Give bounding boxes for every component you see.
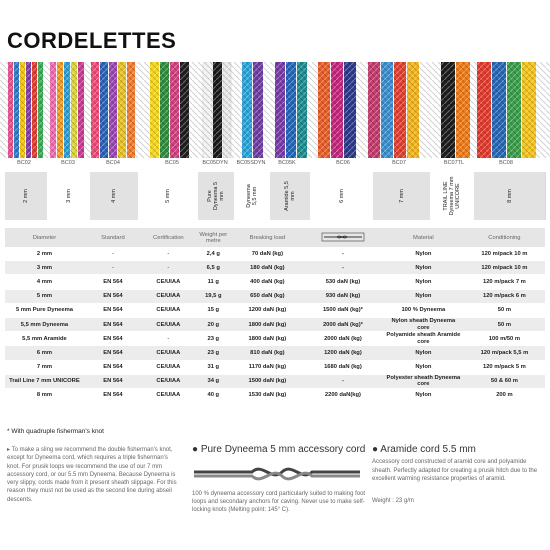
col-breaking-load: Breaking load bbox=[232, 228, 303, 247]
cell-diameter: 8 mm bbox=[5, 388, 84, 402]
table-row bbox=[5, 275, 545, 289]
diameter-cell bbox=[5, 172, 48, 220]
diameter-label: TRAIL LINE Dyneema 7 mm UNICORE bbox=[443, 176, 461, 216]
cell-knotted-load: 530 daN (kg) bbox=[303, 275, 383, 289]
col-conditioning: Conditioning bbox=[464, 228, 545, 247]
cell-breaking-load: 1800 daN (kg) bbox=[232, 332, 303, 346]
cell-material: Nylon bbox=[383, 388, 464, 402]
cell-diameter: 2 mm bbox=[5, 247, 84, 261]
spec-table bbox=[5, 228, 545, 403]
cell-conditioning: 50 & 60 m bbox=[464, 374, 545, 388]
info-column-pure-dyneema bbox=[192, 446, 367, 514]
cell-material: Nylon bbox=[383, 346, 464, 360]
cell-knotted-load: 2200 daN(kg) bbox=[303, 388, 383, 402]
spec-header-row bbox=[5, 228, 545, 247]
cell-breaking-load: 400 daN (kg) bbox=[232, 275, 303, 289]
cell-conditioning: 120 m/pack 6 m bbox=[464, 289, 545, 303]
cell-conditioning: 120 m/pack 10 m bbox=[464, 261, 545, 275]
cell-breaking-load: 810 daN (kg) bbox=[232, 346, 303, 360]
cell-weight: 23 g bbox=[195, 332, 232, 346]
diameter-cell bbox=[138, 172, 199, 220]
cell-material: Nylon bbox=[383, 360, 464, 374]
cell-material: Polyamide sheath Aramide core bbox=[383, 332, 464, 346]
footnote: * With quadruple fisherman's knot bbox=[7, 428, 104, 435]
cell-conditioning: 200 m bbox=[464, 388, 545, 402]
cell-knotted-load: 2000 daN (kg) bbox=[303, 332, 383, 346]
cell-breaking-load: 1530 daN (kg) bbox=[232, 388, 303, 402]
rope-code: BC07 bbox=[392, 160, 406, 166]
diameter-strip bbox=[0, 172, 550, 220]
cell-certification: CE/UIAA bbox=[142, 289, 195, 303]
cell-certification: - bbox=[142, 247, 195, 261]
diameter-label: 5 mm bbox=[165, 189, 171, 203]
cell-certification: CE/UIAA bbox=[142, 275, 195, 289]
table-row bbox=[5, 374, 545, 388]
table-row bbox=[5, 289, 545, 303]
diameter-cell bbox=[430, 172, 475, 220]
diameter-label: Dyneema 5,5 mm bbox=[246, 184, 258, 208]
cell-breaking-load: 180 daN (kg) bbox=[232, 261, 303, 275]
col-diameter: Diameter bbox=[5, 228, 84, 247]
info-heading: ● Pure Dyneema 5 mm accessory cord bbox=[192, 444, 366, 455]
cell-diameter: 7 mm bbox=[5, 360, 84, 374]
cell-conditioning: 50 m bbox=[464, 303, 545, 317]
table-row bbox=[5, 317, 545, 331]
info-heading: ● Aramide cord 5.5 mm bbox=[372, 444, 476, 455]
table-row bbox=[5, 247, 545, 261]
col-material: Material bbox=[383, 228, 464, 247]
diameter-cell bbox=[474, 172, 546, 220]
cell-knotted-load: 1200 daN (kg) bbox=[303, 346, 383, 360]
table-row bbox=[5, 360, 545, 374]
cell-conditioning: 100 m/50 m bbox=[464, 332, 545, 346]
diameter-cell bbox=[373, 172, 431, 220]
knot-illustration bbox=[192, 458, 362, 486]
cell-knotted-load: 2000 daN (kg)* bbox=[303, 317, 383, 331]
rope-code: BC04 bbox=[106, 160, 120, 166]
rope-code: BC07TL bbox=[443, 160, 465, 166]
diameter-cell bbox=[198, 172, 235, 220]
cell-standard: EN 564 bbox=[84, 388, 142, 402]
cell-certification: CE/UIAA bbox=[142, 388, 195, 402]
cell-knotted-load: 1500 daN (kg)* bbox=[303, 303, 383, 317]
cell-conditioning: 120 m/pack 10 m bbox=[464, 247, 545, 261]
cell-breaking-load: 1170 daN (kg) bbox=[232, 360, 303, 374]
cell-knotted-load: 1680 daN (kg) bbox=[303, 360, 383, 374]
cell-certification: CE/UIAA bbox=[142, 374, 195, 388]
cell-certification: CE/UIAA bbox=[142, 317, 195, 331]
rope-code: BC05SDYN bbox=[236, 160, 266, 166]
cell-conditioning: 120 m/pack 5,5 m bbox=[464, 346, 545, 360]
cell-material: 100 % Dyneema bbox=[383, 303, 464, 317]
cell-material: Nylon bbox=[383, 247, 464, 261]
cell-knotted-load: 930 daN (kg) bbox=[303, 289, 383, 303]
col-standard: Standard bbox=[84, 228, 142, 247]
diameter-cell bbox=[310, 172, 374, 220]
cell-standard: EN 564 bbox=[84, 332, 142, 346]
table-row bbox=[5, 303, 545, 317]
cell-standard: EN 564 bbox=[84, 317, 142, 331]
cell-weight: 20 g bbox=[195, 317, 232, 331]
cell-breaking-load: 1200 daN (kg) bbox=[232, 303, 303, 317]
info-column-knots bbox=[7, 446, 182, 504]
cell-standard: EN 564 bbox=[84, 374, 142, 388]
cell-diameter: 5,5 mm Aramide bbox=[5, 332, 84, 346]
cell-weight: 11 g bbox=[195, 275, 232, 289]
cell-standard: EN 564 bbox=[84, 346, 142, 360]
col-knotted-load bbox=[303, 228, 383, 247]
cell-standard: EN 564 bbox=[84, 289, 142, 303]
rope-swatches bbox=[0, 62, 550, 158]
cell-material: Nylon bbox=[383, 261, 464, 275]
info-text: ▸ To make a sling we recommend the double fisherman's knot, except for Dyneema cord, which requires a triple fisherman's knot. For prusik loops we recommend the use of our 7 mm accessory cord, or our 5.5 mm Dyneema. Because Dyneema is very slippy, cords made from it present sheath slippage. For this reason they must not be used as the second line during abseil descents. bbox=[7, 447, 177, 503]
cell-weight: 34 g bbox=[195, 374, 232, 388]
info-column-aramide bbox=[372, 446, 544, 505]
page-title: CORDELETTES bbox=[7, 28, 177, 53]
rope-code: BC02 bbox=[17, 160, 31, 166]
diameter-cell bbox=[234, 172, 271, 220]
rope-code: BC06 bbox=[336, 160, 350, 166]
cell-knotted-load: - bbox=[303, 374, 383, 388]
col-weight: Weight per metre bbox=[195, 228, 232, 247]
cell-certification: CE/UIAA bbox=[142, 360, 195, 374]
cell-weight: 6,5 g bbox=[195, 261, 232, 275]
diameter-label: 3 mm bbox=[65, 189, 72, 203]
diameter-label: 4 mm bbox=[111, 189, 117, 203]
diameter-label: Pure Dyneema 5 mm bbox=[207, 181, 225, 211]
cell-breaking-load: 1500 daN (kg) bbox=[232, 374, 303, 388]
table-row bbox=[5, 261, 545, 275]
cell-weight: 2,4 g bbox=[195, 247, 232, 261]
cell-weight: 31 g bbox=[195, 360, 232, 374]
cell-standard: - bbox=[84, 247, 142, 261]
info-text: Accessory cord constructed of aramid core and polyamide sheath. Perfectly adapted for creating a prusik hitch due to the excellent warming resistance properties of aramid. bbox=[372, 459, 538, 482]
rope-code: BC05DYN bbox=[202, 160, 228, 166]
cell-certification: CE/UIAA bbox=[142, 346, 195, 360]
knot-icon bbox=[321, 232, 365, 242]
cell-knotted-load: - bbox=[303, 247, 383, 261]
diameter-cell bbox=[47, 172, 91, 220]
diameter-label: 2 mm bbox=[23, 189, 29, 203]
cell-breaking-load: 70 daN (kg) bbox=[232, 247, 303, 261]
col-certification: Certification bbox=[142, 228, 195, 247]
triangle-icon: ▸ bbox=[7, 447, 12, 453]
rope-code: BC03 bbox=[61, 160, 75, 166]
rope-code: BC05 bbox=[165, 160, 179, 166]
dot-icon: ● bbox=[372, 444, 381, 455]
diameter-label: Aramide 5,5 mm bbox=[284, 181, 296, 211]
cell-weight: 40 g bbox=[195, 388, 232, 402]
cell-material: Nylon bbox=[383, 289, 464, 303]
cell-weight: 23 g bbox=[195, 346, 232, 360]
cell-standard: - bbox=[84, 261, 142, 275]
diameter-label: 6 mm bbox=[338, 189, 345, 203]
cell-material: Nylon sheath Dyneema core bbox=[383, 317, 464, 331]
cell-weight: 19,5 g bbox=[195, 289, 232, 303]
cell-diameter: 3 mm bbox=[5, 261, 84, 275]
cell-standard: EN 564 bbox=[84, 275, 142, 289]
table-row bbox=[5, 388, 545, 402]
diameter-label: 8 mm bbox=[506, 189, 513, 203]
cell-conditioning: 50 m bbox=[464, 317, 545, 331]
cell-diameter: 5 mm bbox=[5, 289, 84, 303]
diameter-cell bbox=[270, 172, 311, 220]
cell-material: Polyester sheath Dyneema core bbox=[383, 374, 464, 388]
cell-weight: 15 g bbox=[195, 303, 232, 317]
diameter-cell bbox=[90, 172, 139, 220]
cell-breaking-load: 650 daN (kg) bbox=[232, 289, 303, 303]
cell-certification: CE/UIAA bbox=[142, 303, 195, 317]
diameter-label: 7 mm bbox=[398, 189, 405, 203]
cell-diameter: 4 mm bbox=[5, 275, 84, 289]
rope-code: BC05K bbox=[278, 160, 296, 166]
cell-diameter: Trail Line 7 mm UNICORE bbox=[5, 374, 84, 388]
cell-diameter: 5 mm Pure Dyneema bbox=[5, 303, 84, 317]
table-row bbox=[5, 346, 545, 360]
rope-code: BC08 bbox=[499, 160, 513, 166]
info-weight: Weight : 23 g/m bbox=[372, 498, 414, 505]
table-row bbox=[5, 332, 545, 346]
cell-breaking-load: 1800 daN (kg) bbox=[232, 317, 303, 331]
rope-code-row bbox=[0, 160, 550, 170]
cell-knotted-load: - bbox=[303, 261, 383, 275]
cell-conditioning: 120 m/pack 5 m bbox=[464, 360, 545, 374]
info-text: 100 % dyneema accessory cord particularly suited to making foot loops and secondary anchors for caving. Never use to make self-locking knots (Melting point: 145° C). bbox=[192, 490, 366, 514]
cell-material: Nylon bbox=[383, 275, 464, 289]
dot-icon: ● bbox=[192, 444, 201, 455]
cell-certification: - bbox=[142, 332, 195, 346]
cell-diameter: 6 mm bbox=[5, 346, 84, 360]
cell-standard: EN 564 bbox=[84, 360, 142, 374]
cell-diameter: 5,5 mm Dyneema bbox=[5, 317, 84, 331]
cell-standard: EN 564 bbox=[84, 303, 142, 317]
cell-certification: - bbox=[142, 261, 195, 275]
cell-conditioning: 120 m/pack 7 m bbox=[464, 275, 545, 289]
